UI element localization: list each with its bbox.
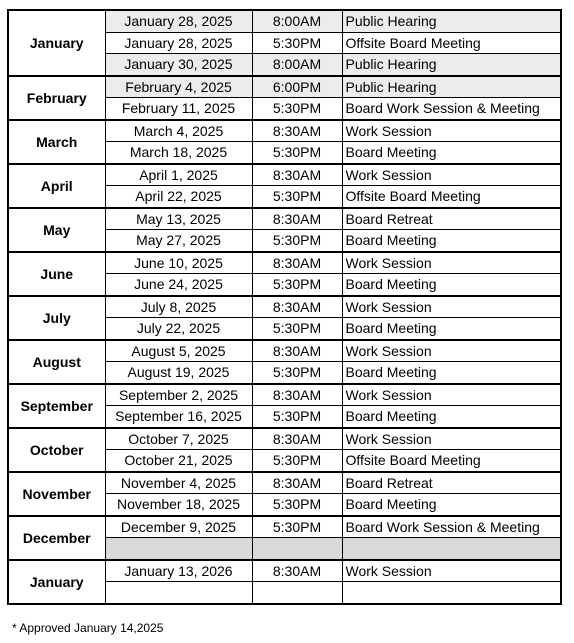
meeting-date: June 24, 2025 xyxy=(105,274,252,296)
meeting-event: Board Meeting xyxy=(342,406,561,428)
meeting-event: Board Retreat xyxy=(342,472,561,494)
meeting-event: Offsite Board Meeting xyxy=(342,32,561,54)
meeting-time: 6:00PM xyxy=(252,76,342,98)
meeting-time: 5:30PM xyxy=(252,274,342,296)
table-row xyxy=(8,252,561,274)
meeting-event: Board Meeting xyxy=(342,494,561,516)
meeting-time: 8:30AM xyxy=(252,252,342,274)
month-label: October xyxy=(8,428,105,472)
meeting-date: July 8, 2025 xyxy=(105,296,252,318)
meeting-event: Work Session xyxy=(342,428,561,450)
meeting-time: 8:30AM xyxy=(252,296,342,318)
meeting-time: 5:30PM xyxy=(252,98,342,120)
meeting-event: Offsite Board Meeting xyxy=(342,186,561,208)
meeting-event: Board Work Session & Meeting xyxy=(342,98,561,120)
meeting-date: September 16, 2025 xyxy=(105,406,252,428)
meeting-time: 8:30AM xyxy=(252,208,342,230)
month-label: November xyxy=(8,472,105,516)
meeting-time: 5:30PM xyxy=(252,362,342,384)
meeting-date: October 7, 2025 xyxy=(105,428,252,450)
meeting-event: Board Meeting xyxy=(342,318,561,340)
meeting-time xyxy=(252,582,342,604)
meeting-time: 8:30AM xyxy=(252,120,342,142)
meeting-date: June 10, 2025 xyxy=(105,252,252,274)
meeting-time: 5:30PM xyxy=(252,318,342,340)
meeting-event: Board Meeting xyxy=(342,362,561,384)
meeting-event: Board Meeting xyxy=(342,230,561,252)
meeting-time: 5:30PM xyxy=(252,494,342,516)
meeting-date: May 27, 2025 xyxy=(105,230,252,252)
meeting-date xyxy=(105,582,252,604)
table-row xyxy=(8,208,561,230)
table-row xyxy=(8,384,561,406)
table-row xyxy=(8,76,561,98)
schedule-body xyxy=(8,10,561,604)
meeting-event: Work Session xyxy=(342,340,561,362)
meeting-date: January 13, 2026 xyxy=(105,560,252,582)
meeting-date: November 4, 2025 xyxy=(105,472,252,494)
table-row xyxy=(8,164,561,186)
meeting-event xyxy=(342,582,561,604)
month-label: August xyxy=(8,340,105,384)
meeting-date: January 30, 2025 xyxy=(105,54,252,76)
meeting-time: 5:30PM xyxy=(252,186,342,208)
meeting-time: 5:30PM xyxy=(252,32,342,54)
meeting-event: Work Session xyxy=(342,560,561,582)
meeting-event: Public Hearing xyxy=(342,10,561,32)
meeting-date: February 11, 2025 xyxy=(105,98,252,120)
meeting-event: Board Work Session & Meeting xyxy=(342,516,561,538)
meeting-time: 5:30PM xyxy=(252,142,342,164)
table-row xyxy=(8,296,561,318)
meeting-event: Board Meeting xyxy=(342,274,561,296)
meeting-date: August 19, 2025 xyxy=(105,362,252,384)
meeting-date: March 18, 2025 xyxy=(105,142,252,164)
meeting-event: Work Session xyxy=(342,384,561,406)
meeting-date: December 9, 2025 xyxy=(105,516,252,538)
meeting-date: July 22, 2025 xyxy=(105,318,252,340)
meeting-event xyxy=(342,538,561,560)
meeting-date: September 2, 2025 xyxy=(105,384,252,406)
meeting-time: 8:30AM xyxy=(252,384,342,406)
meeting-date: February 4, 2025 xyxy=(105,76,252,98)
table-row xyxy=(8,120,561,142)
meeting-date: May 13, 2025 xyxy=(105,208,252,230)
meeting-time: 8:00AM xyxy=(252,10,342,32)
table-row xyxy=(8,516,561,538)
meeting-time: 5:30PM xyxy=(252,230,342,252)
meeting-time: 8:30AM xyxy=(252,164,342,186)
meeting-event: Board Meeting xyxy=(342,142,561,164)
meeting-date: April 1, 2025 xyxy=(105,164,252,186)
meeting-time: 8:30AM xyxy=(252,472,342,494)
month-label: February xyxy=(8,76,105,120)
month-label: July xyxy=(8,296,105,340)
meeting-schedule-table xyxy=(7,9,562,605)
approval-footnote: * Approved January 14,2025 xyxy=(12,621,164,635)
meeting-date: January 28, 2025 xyxy=(105,32,252,54)
meeting-event: Work Session xyxy=(342,252,561,274)
table-row xyxy=(8,428,561,450)
meeting-event: Work Session xyxy=(342,120,561,142)
table-row xyxy=(8,10,561,32)
meeting-event: Work Session xyxy=(342,164,561,186)
meeting-time: 8:30AM xyxy=(252,560,342,582)
meeting-date xyxy=(105,538,252,560)
month-label: January xyxy=(8,560,105,604)
month-label: June xyxy=(8,252,105,296)
month-label: May xyxy=(8,208,105,252)
table-row xyxy=(8,472,561,494)
meeting-event: Public Hearing xyxy=(342,76,561,98)
meeting-date: January 28, 2025 xyxy=(105,10,252,32)
meeting-date: March 4, 2025 xyxy=(105,120,252,142)
meeting-time xyxy=(252,538,342,560)
meeting-event: Public Hearing xyxy=(342,54,561,76)
month-label: December xyxy=(8,516,105,560)
meeting-time: 8:30AM xyxy=(252,340,342,362)
meeting-time: 5:30PM xyxy=(252,450,342,472)
meeting-time: 8:00AM xyxy=(252,54,342,76)
table-row xyxy=(8,340,561,362)
meeting-date: October 21, 2025 xyxy=(105,450,252,472)
meeting-event: Board Retreat xyxy=(342,208,561,230)
table-row xyxy=(8,560,561,582)
month-label: April xyxy=(8,164,105,208)
meeting-date: August 5, 2025 xyxy=(105,340,252,362)
meeting-date: April 22, 2025 xyxy=(105,186,252,208)
month-label: March xyxy=(8,120,105,164)
meeting-time: 8:30AM xyxy=(252,428,342,450)
meeting-date: November 18, 2025 xyxy=(105,494,252,516)
meeting-event: Offsite Board Meeting xyxy=(342,450,561,472)
meeting-time: 5:30PM xyxy=(252,406,342,428)
meeting-time: 5:30PM xyxy=(252,516,342,538)
month-label: September xyxy=(8,384,105,428)
meeting-event: Work Session xyxy=(342,296,561,318)
month-label: January xyxy=(8,10,105,76)
